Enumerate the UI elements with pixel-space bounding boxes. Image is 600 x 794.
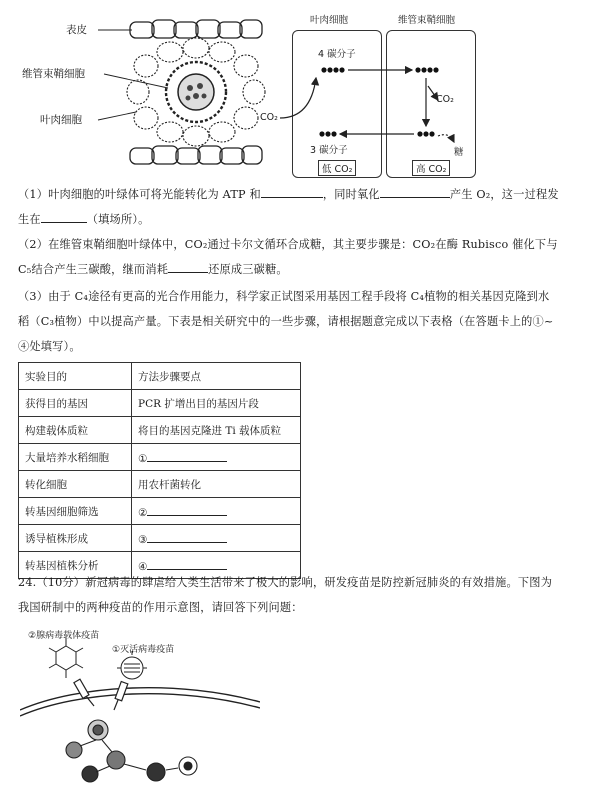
q1-blank-1[interactable] xyxy=(261,185,323,198)
c4-pathway-arrows xyxy=(258,8,488,180)
table-cell-purpose: 构建载体质粒 xyxy=(19,417,132,444)
answer-blank-2[interactable] xyxy=(147,503,227,516)
question-2 xyxy=(18,232,586,282)
table-row xyxy=(19,417,301,444)
table-row xyxy=(19,390,301,417)
q3-text-b: 稻（C₃植物）中以提高产量。下表是相关研究中的一些步骤，请根据题意完成以下表格（在答题卡上的①~ xyxy=(18,315,554,328)
q2-text-b: C₅结合产生三碳酸，继而消耗 xyxy=(18,263,169,276)
c4-pathway-diagram xyxy=(258,8,488,180)
answer-blank-4[interactable] xyxy=(147,557,227,570)
leaf-cross-section-diagram xyxy=(20,8,280,178)
table-cell-purpose: 转基因细胞筛选 xyxy=(19,498,132,525)
leaf-cross-section-figure xyxy=(20,8,280,178)
q2-text-a: （2）在维管束鞘细胞叶绿体中，CO₂通过卡尔文循环合成糖，其主要步骤是：CO₂在酶 Rubisco 催化下与 xyxy=(18,238,558,251)
q1-text-b: ，同时氧化 xyxy=(322,188,380,201)
q1-blank-3[interactable] xyxy=(41,210,87,223)
q3-text-a: （3）由于 C₄途径有更高的光合作用能力，科学家正试图采用基因工程手段将 C₄植物的相关基因克隆到水 xyxy=(18,290,550,303)
table-cell-answer-3[interactable] xyxy=(132,525,301,552)
table-cell-purpose: 转化细胞 xyxy=(19,471,132,498)
table-row xyxy=(19,525,301,552)
answer-marker-4: ④ xyxy=(138,561,148,573)
sugar-label: 糖 xyxy=(454,147,464,158)
table-row xyxy=(19,471,301,498)
vaccine-illustration xyxy=(20,624,260,790)
high-co2-label: 高 CO₂ xyxy=(412,160,450,176)
q2-text-c: 还原成三碳糖。 xyxy=(208,263,288,276)
table-cell-purpose: 转基因植株分析 xyxy=(19,552,132,579)
table-cell-method: 将目的基因克隆进 Ti 载体质粒 xyxy=(132,417,301,444)
table-cell-answer-2[interactable] xyxy=(132,498,301,525)
bundle-sheath-title: 维管束鞘细胞 xyxy=(398,15,456,26)
table-cell-answer-1[interactable] xyxy=(132,444,301,471)
q24-line-1: 24.（10分）新冠病毒的肆虐给人类生活带来了极大的影响，研发疫苗是防控新冠肺炎的有效措施。下图为 xyxy=(18,576,553,589)
bundle-sheath-label: 维管束鞘细胞 xyxy=(22,68,85,80)
q3-text-c: ④处填写）。 xyxy=(18,340,81,353)
epidermis-label: 表皮 xyxy=(66,24,87,36)
q1-text-d: 生在 xyxy=(18,213,41,226)
answer-blank-3[interactable] xyxy=(147,530,227,543)
table-cell-method: 用农杆菌转化 xyxy=(132,471,301,498)
four-carbon-label: 4 碳分子 xyxy=(318,49,356,60)
inactivated-vaccine-label: ①灭活病毒疫苗 xyxy=(112,645,175,655)
experiment-table xyxy=(18,362,301,579)
q24-line-2: 我国研制中的两种疫苗的作用示意图，请回答下列问题： xyxy=(18,601,303,614)
mesophyll-title: 叶肉细胞 xyxy=(310,15,349,26)
co2-released-label: CO₂ xyxy=(436,94,454,105)
question-24 xyxy=(18,570,586,620)
table-cell-purpose: 获得目的基因 xyxy=(19,390,132,417)
answer-marker-2: ② xyxy=(138,507,148,519)
table-header-method: 方法步骤要点 xyxy=(132,363,301,390)
co2-input-label: CO₂ xyxy=(260,112,278,123)
table-row xyxy=(19,444,301,471)
q1-blank-2[interactable] xyxy=(380,185,450,198)
q2-blank[interactable] xyxy=(168,260,208,273)
low-co2-label: 低 CO₂ xyxy=(318,160,356,176)
question-1 xyxy=(18,182,586,232)
table-cell-purpose: 诱导植株形成 xyxy=(19,525,132,552)
q1-text-a: （1）叶肉细胞的叶绿体可将光能转化为 ATP 和 xyxy=(18,188,261,201)
mesophyll-label: 叶肉细胞 xyxy=(40,114,82,126)
vaccine-mechanism-diagram xyxy=(20,624,260,790)
answer-marker-1: ① xyxy=(138,453,148,465)
table-row xyxy=(19,498,301,525)
table-header-purpose: 实验目的 xyxy=(19,363,132,390)
adenovirus-vaccine-label: ②腺病毒载体疫苗 xyxy=(28,631,100,641)
q1-text-e: （填场所）。 xyxy=(86,213,150,226)
q1-text-c: 产生 O₂，这一过程发 xyxy=(449,188,559,201)
answer-marker-3: ③ xyxy=(138,534,148,546)
answer-blank-1[interactable] xyxy=(147,449,227,462)
table-header-row xyxy=(19,363,301,390)
table-cell-purpose: 大量培养水稻细胞 xyxy=(19,444,132,471)
question-3 xyxy=(18,284,586,359)
three-carbon-label: 3 碳分子 xyxy=(310,145,348,156)
table-cell-method: PCR 扩增出目的基因片段 xyxy=(132,390,301,417)
